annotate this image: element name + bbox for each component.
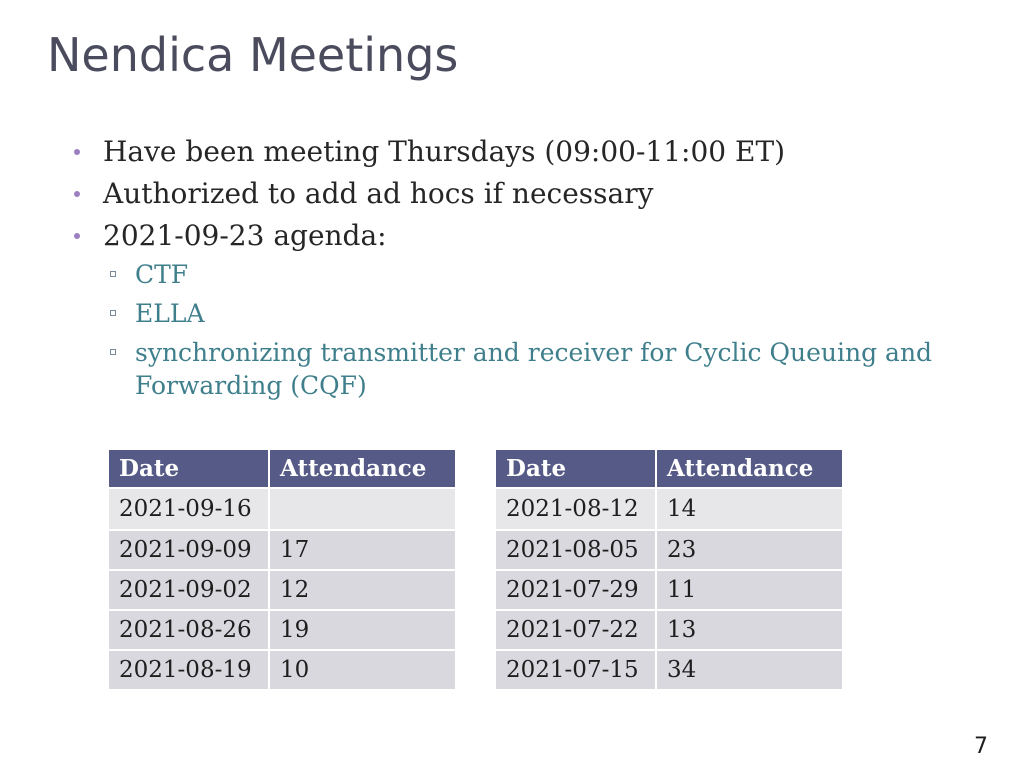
attendance-cell: 17 (270, 529, 455, 569)
table-row (109, 569, 455, 609)
agenda-text: ELLA (135, 299, 205, 328)
bullet-text: Authorized to add ad hocs if necessary (103, 177, 654, 210)
table-row (109, 649, 455, 689)
bullet-list (72, 132, 972, 402)
bullet-item (72, 216, 972, 258)
agenda-item (72, 336, 972, 402)
page-number: 7 (974, 734, 988, 759)
column-header-attendance: Attendance (657, 450, 842, 489)
date-cell: 2021-09-02 (109, 569, 270, 609)
date-cell: 2021-09-16 (109, 489, 270, 529)
bullet-item (72, 174, 972, 216)
bullet-text: 2021-09-23 agenda: (103, 219, 387, 252)
date-cell: 2021-09-09 (109, 529, 270, 569)
attendance-cell: 19 (270, 609, 455, 649)
agenda-item (72, 297, 972, 336)
column-header-date: Date (496, 450, 657, 489)
attendance-cell: 12 (270, 569, 455, 609)
table-row (109, 609, 455, 649)
attendance-cell: 13 (657, 609, 842, 649)
bullet-item (72, 132, 972, 174)
table-header-row (496, 450, 842, 489)
table-row (496, 609, 842, 649)
date-cell: 2021-07-15 (496, 649, 657, 689)
attendance-cell: 10 (270, 649, 455, 689)
bullet-text: Have been meeting Thursdays (09:00-11:00 ET) (103, 135, 786, 168)
date-cell: 2021-07-29 (496, 569, 657, 609)
table-row (496, 489, 842, 529)
agenda-item (72, 258, 972, 297)
attendance-table-recent (109, 450, 455, 689)
square-bullet-icon (110, 349, 116, 355)
attendance-cell: 14 (657, 489, 842, 529)
slide-title: Nendica Meetings (47, 28, 459, 82)
column-header-date: Date (109, 450, 270, 489)
table-row (496, 569, 842, 609)
attendance-cell: 11 (657, 569, 842, 609)
date-cell: 2021-08-12 (496, 489, 657, 529)
date-cell: 2021-08-26 (109, 609, 270, 649)
table-row (109, 489, 455, 529)
date-cell: 2021-08-19 (109, 649, 270, 689)
date-cell: 2021-07-22 (496, 609, 657, 649)
attendance-cell: 23 (657, 529, 842, 569)
attendance-cell: 34 (657, 649, 842, 689)
bullet-dot-icon (74, 149, 80, 155)
square-bullet-icon (110, 271, 116, 277)
agenda-text: synchronizing transmitter and receiver for Cyclic Queuing and Forwarding (CQF) (135, 338, 933, 400)
table-row (109, 529, 455, 569)
bullet-dot-icon (74, 191, 80, 197)
attendance-table-older (496, 450, 842, 689)
bullet-dot-icon (74, 233, 80, 239)
table-header-row (109, 450, 455, 489)
agenda-text: CTF (135, 260, 189, 289)
column-header-attendance: Attendance (270, 450, 455, 489)
attendance-cell (270, 489, 455, 529)
square-bullet-icon (110, 310, 116, 316)
table-row (496, 649, 842, 689)
table-row (496, 529, 842, 569)
date-cell: 2021-08-05 (496, 529, 657, 569)
